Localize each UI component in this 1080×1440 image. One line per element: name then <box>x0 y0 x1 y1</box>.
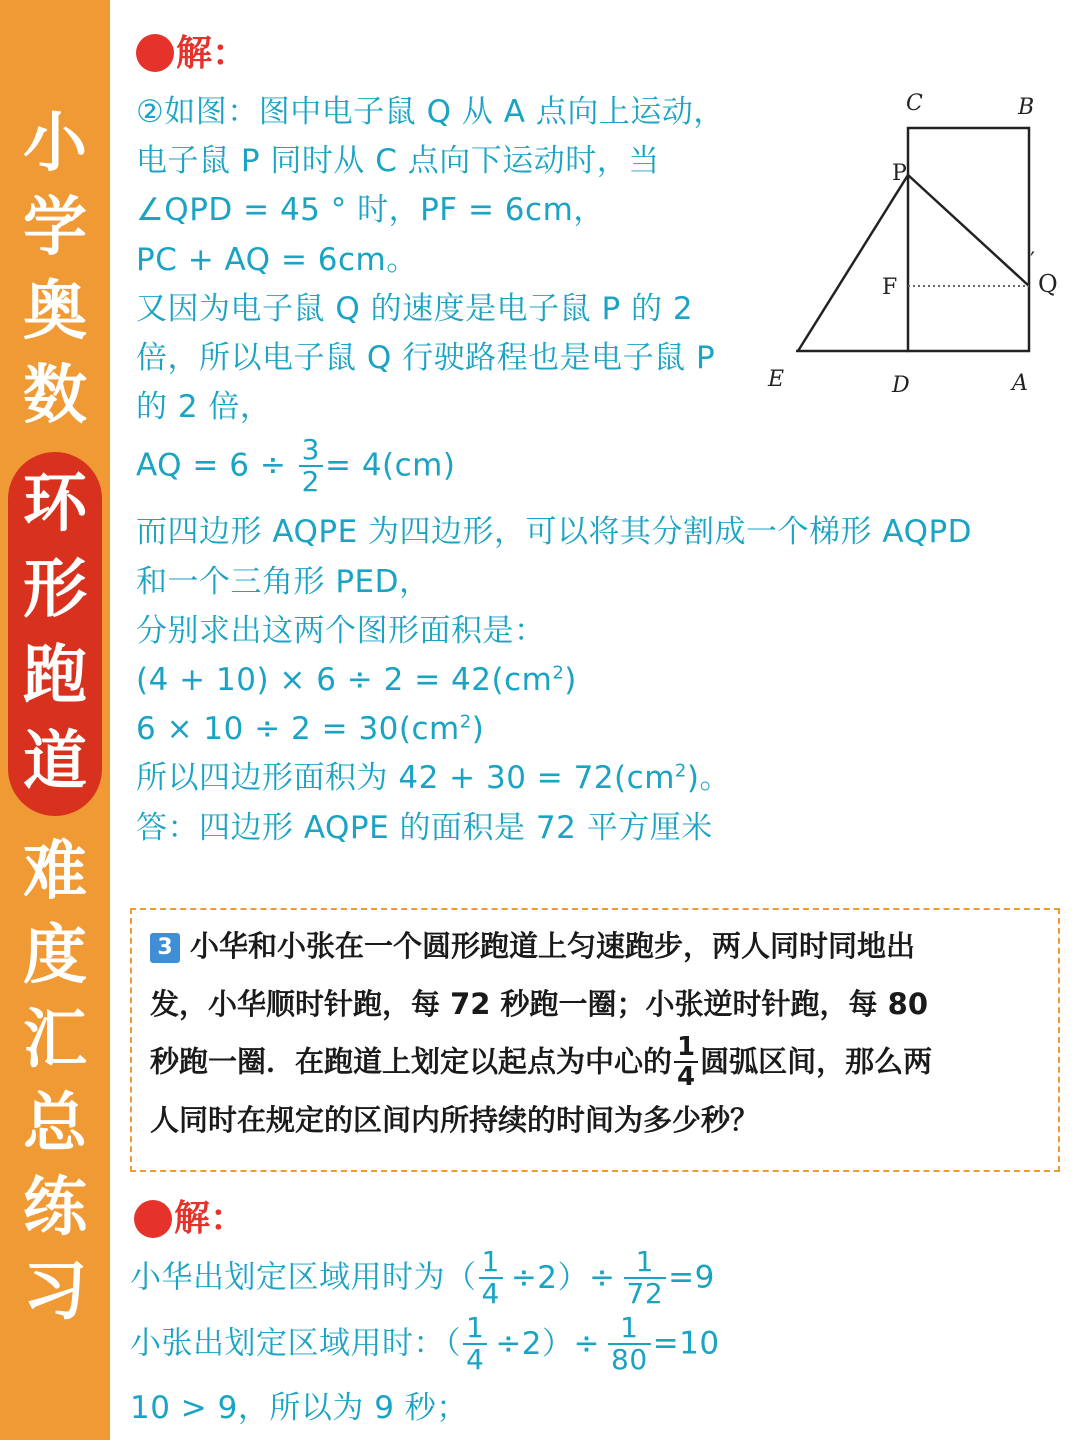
sidebar-char: 小 <box>23 107 87 181</box>
superscript: 2 <box>674 760 687 782</box>
calc-text: (4 + 10) × 6 ÷ 2 = 42(cm <box>136 662 553 698</box>
title-sidebar <box>0 0 110 1440</box>
calc-line <box>136 758 731 798</box>
fraction-numerator: 1 <box>674 1034 698 1063</box>
sidebar-char: 汇 <box>23 1003 87 1077</box>
sidebar-char: 度 <box>23 919 87 993</box>
fraction-denominator: 72 <box>626 1277 664 1310</box>
label-prime: ′ <box>1030 249 1035 274</box>
fraction-numerator: 1 <box>608 1314 651 1345</box>
sidebar-char: 难 <box>23 835 87 909</box>
fraction-numerator: 3 <box>299 436 323 467</box>
calc-text: 所以四边形面积为 42 + 30 = 72(cm <box>136 760 675 796</box>
fraction <box>674 1034 698 1090</box>
problem-line: 发，小华顺时针跑，每 72 秒跑一圈；小张逆时针跑，每 80 <box>150 987 929 1021</box>
fraction <box>299 433 323 498</box>
label-d: D <box>892 373 910 398</box>
fraction <box>463 1311 487 1376</box>
sidebar-char: 形 <box>23 553 87 627</box>
bullet-dot-icon <box>136 34 174 72</box>
solution-line: 的 2 倍， <box>136 389 272 425</box>
solution-line: 和一个三角形 PED， <box>136 564 431 600</box>
segment-pq <box>908 175 1029 286</box>
fraction <box>479 1245 503 1310</box>
label-b: B <box>1018 95 1035 120</box>
sidebar-char: 练 <box>23 1171 87 1245</box>
solution-label: 解： <box>176 33 249 74</box>
calc-text: 6 × 10 ÷ 2 = 30(cm <box>136 711 460 747</box>
fraction-denominator: 4 <box>677 1062 696 1092</box>
calc-line <box>136 660 577 700</box>
label-q: Q <box>1038 270 1058 298</box>
fraction-denominator: 4 <box>466 1343 485 1376</box>
equation-text: 小张出划定区域用时：（ <box>130 1325 461 1362</box>
fraction-numerator: 1 <box>463 1314 487 1345</box>
calc-text: )。 <box>686 760 731 796</box>
sidebar-char: 数 <box>23 359 87 433</box>
solution-line: ∠QPD = 45 ° 时，PF = 6cm， <box>136 192 605 228</box>
aq-equation <box>136 433 456 498</box>
equation-text: AQ = 6 ÷ <box>136 447 297 484</box>
superscript: 2 <box>552 662 565 684</box>
equation-text: =10 <box>652 1325 720 1362</box>
equation-text: ÷2）÷ <box>495 1325 601 1362</box>
label-a: A <box>1012 371 1028 396</box>
solution-label: 解： <box>174 1198 247 1239</box>
solution-line: 倍，所以电子鼠 Q 行驶路程也是电子鼠 P <box>136 340 716 376</box>
equation-text: =9 <box>668 1259 715 1296</box>
label-f: F <box>882 275 898 300</box>
label-c: C <box>906 91 923 116</box>
answer-line: 答：四边形 AQPE 的面积是 72 平方厘米 <box>136 810 713 846</box>
calc-text: ) <box>564 662 577 698</box>
solution-line <box>130 1245 715 1310</box>
label-e: E <box>768 367 785 392</box>
fraction-denominator: 2 <box>301 465 320 498</box>
sidebar-char: 奥 <box>23 275 87 349</box>
solution-line: ②如图：图中电子鼠 Q 从 A 点向上运动， <box>136 94 725 130</box>
solution-line: 又因为电子鼠 Q 的速度是电子鼠 P 的 2 <box>136 291 694 327</box>
problem-text: 圆弧区间，那么两 <box>700 1044 933 1079</box>
problem-line: 人同时在规定的区间内所持续的时间为多少秒？ <box>150 1103 760 1137</box>
equation-text: = 4(cm) <box>324 447 456 484</box>
label-p: P <box>892 161 907 186</box>
geometry-diagram <box>760 80 1070 410</box>
fraction-denominator: 4 <box>481 1277 500 1310</box>
solution-line: 而四边形 AQPE 为四边形，可以将其分割成一个梯形 AQPD <box>136 514 973 550</box>
solution-line <box>130 1311 720 1376</box>
sidebar-char: 环 <box>23 467 87 541</box>
superscript: 2 <box>459 711 472 733</box>
solution-line: PC + AQ = 6cm。 <box>136 242 418 278</box>
fraction-denominator: 80 <box>611 1343 648 1376</box>
sidebar-char: 跑 <box>23 639 87 713</box>
rectangle-cbad <box>908 128 1029 351</box>
problem-line <box>150 1034 932 1090</box>
calc-line <box>136 709 484 749</box>
problem-text: 秒跑一圈．在跑道上划定以起点为中心的 <box>150 1044 673 1079</box>
calc-text: ) <box>471 711 485 747</box>
equation-text: 小华出划定区域用时为（ <box>130 1259 477 1296</box>
sidebar-char: 习 <box>23 1255 87 1329</box>
solution-line: 电子鼠 P 同时从 C 点向下运动时，当 <box>136 143 660 179</box>
fraction-numerator: 1 <box>479 1248 503 1279</box>
problem-number-badge: 3 <box>150 933 180 963</box>
segment-ep <box>798 175 908 351</box>
bullet-dot-icon <box>134 1200 172 1238</box>
sidebar-char: 学 <box>23 191 87 265</box>
sidebar-char: 道 <box>23 725 87 799</box>
solution-line: 10 > 9，所以为 9 秒； <box>130 1390 468 1426</box>
sidebar-char: 总 <box>23 1087 87 1161</box>
problem-text: 小华和小张在一个圆形跑道上匀速跑步，两人同时同地出 <box>190 929 916 963</box>
problem-line <box>150 926 915 966</box>
fraction <box>608 1311 651 1376</box>
fraction <box>624 1245 667 1310</box>
fraction-numerator: 1 <box>624 1248 667 1279</box>
solution-line: 分别求出这两个图形面积是： <box>136 613 546 649</box>
equation-text: ÷2）÷ <box>510 1259 616 1296</box>
